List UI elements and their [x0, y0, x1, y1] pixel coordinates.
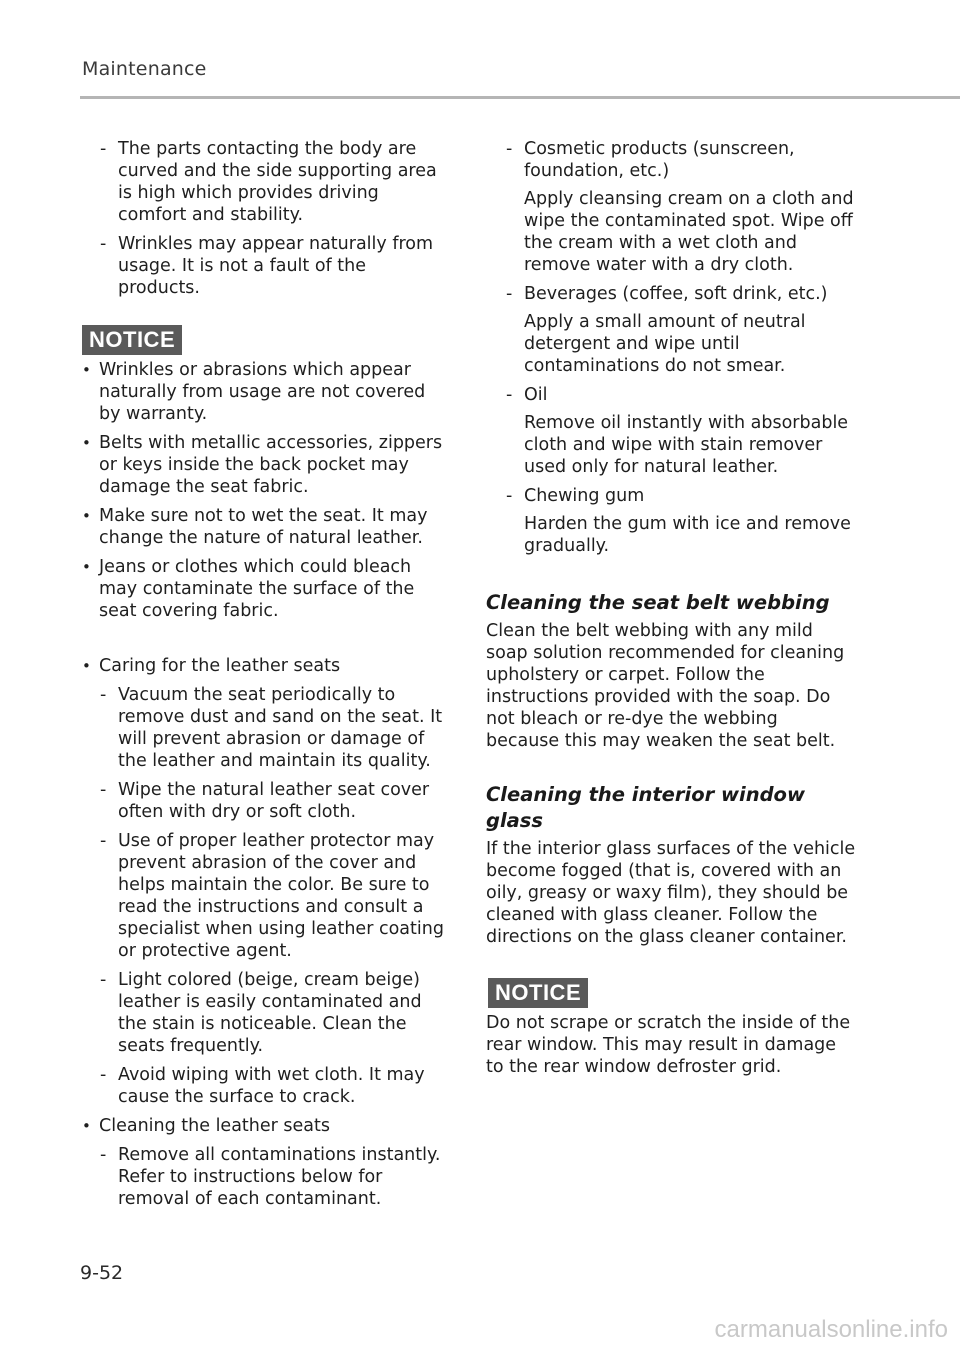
notice-block — [80, 325, 445, 355]
notice-list — [80, 359, 445, 622]
cleaning-item: - Remove all contaminations instantly. Refer to instructions below for removal of each contaminant. — [80, 1144, 445, 1210]
notice-block — [486, 978, 856, 1008]
contaminant-instruction: Apply a small amount of neutral detergent and wipe until contaminations do not smear. — [524, 312, 806, 376]
right-column — [486, 138, 856, 1078]
contaminant-item — [486, 283, 856, 377]
contaminant-name: - Chewing gum — [524, 486, 645, 506]
caring-item: - Use of proper leather protector may prevent abrasion of the cover and helps maintain the color. Be sure to read the instructions and consult a specialist when using leather coating or protective agent. — [80, 830, 445, 962]
caring-item: - Avoid wiping with wet cloth. It may cause the surface to crack. — [80, 1064, 445, 1108]
glass-paragraph: If the interior glass surfaces of the vehicle become fogged (that is, covered with an oily, greasy or waxy film), they should be cleaned with glass cleaner. Follow the directions on the glass cleaner container. — [486, 839, 856, 947]
contaminant-name: - Oil — [524, 385, 548, 405]
notice-badge: NOTICE — [82, 325, 182, 355]
intro-item: - The parts contacting the body are curved and the side supporting area is high which provides driving comfort and stability. — [80, 138, 445, 226]
caring-item: - Wipe the natural leather seat cover often with dry or soft cloth. — [80, 779, 445, 823]
notice-item: • Jeans or clothes which could bleach may contaminate the surface of the seat covering fabric. — [80, 556, 445, 622]
notice-item: • Make sure not to wet the seat. It may change the nature of natural leather. — [80, 505, 445, 549]
left-column — [80, 138, 445, 1217]
contaminant-item — [486, 485, 856, 557]
section-header-title: Maintenance — [82, 58, 207, 80]
header-divider — [80, 96, 960, 99]
cleaning-title: • Cleaning the leather seats — [80, 1115, 445, 1137]
contaminant-name: - Cosmetic products (sunscreen, foundation, etc.) — [524, 139, 795, 181]
notice-item: • Belts with metallic accessories, zippers or keys inside the back pocket may damage the seat fabric. — [80, 432, 445, 498]
caring-item: - Vacuum the seat periodically to remove dust and sand on the seat. It will prevent abrasion or damage of the leather and maintain its quality. — [80, 684, 445, 772]
notice-paragraph: Do not scrape or scratch the inside of the rear window. This may result in damage to the rear window defroster grid. — [486, 1013, 851, 1077]
caring-item: - Light colored (beige, cream beige) leather is easily contaminated and the stain is noticeable. Clean the seats frequently. — [80, 969, 445, 1057]
watermark: carmanualsonline.info — [714, 1316, 948, 1343]
contaminant-name: - Beverages (coffee, soft drink, etc.) — [524, 284, 828, 304]
contaminant-instruction: Remove oil instantly with absorbable cloth and wipe with stain remover used only for natural leather. — [524, 413, 849, 477]
intro-item: - Wrinkles may appear naturally from usage. It is not a fault of the products. — [80, 233, 445, 299]
glass-heading: Cleaning the interior window glass — [486, 783, 805, 832]
belt-heading: Cleaning the seat belt webbing — [486, 591, 830, 614]
contaminant-instruction: Harden the gum with ice and remove gradually. — [524, 514, 851, 556]
notice-badge: NOTICE — [488, 978, 588, 1008]
caring-list — [80, 684, 445, 1108]
notice-item: • Wrinkles or abrasions which appear naturally from usage are not covered by warranty. — [80, 359, 445, 425]
page-number: 9-52 — [80, 1262, 124, 1284]
contaminant-item — [486, 138, 856, 276]
caring-title: • Caring for the leather seats — [80, 655, 445, 677]
contaminant-instruction: Apply cleansing cream on a cloth and wipe the contaminated spot. Wipe off the cream with a wet cloth and remove water with a dry cloth. — [524, 189, 854, 275]
belt-paragraph: Clean the belt webbing with any mild soap solution recommended for cleaning upholstery or carpet. Follow the instructions provided with the soap. Do not bleach or re-dye the webbing because this may weaken the seat belt. — [486, 621, 845, 751]
contaminant-item — [486, 384, 856, 478]
